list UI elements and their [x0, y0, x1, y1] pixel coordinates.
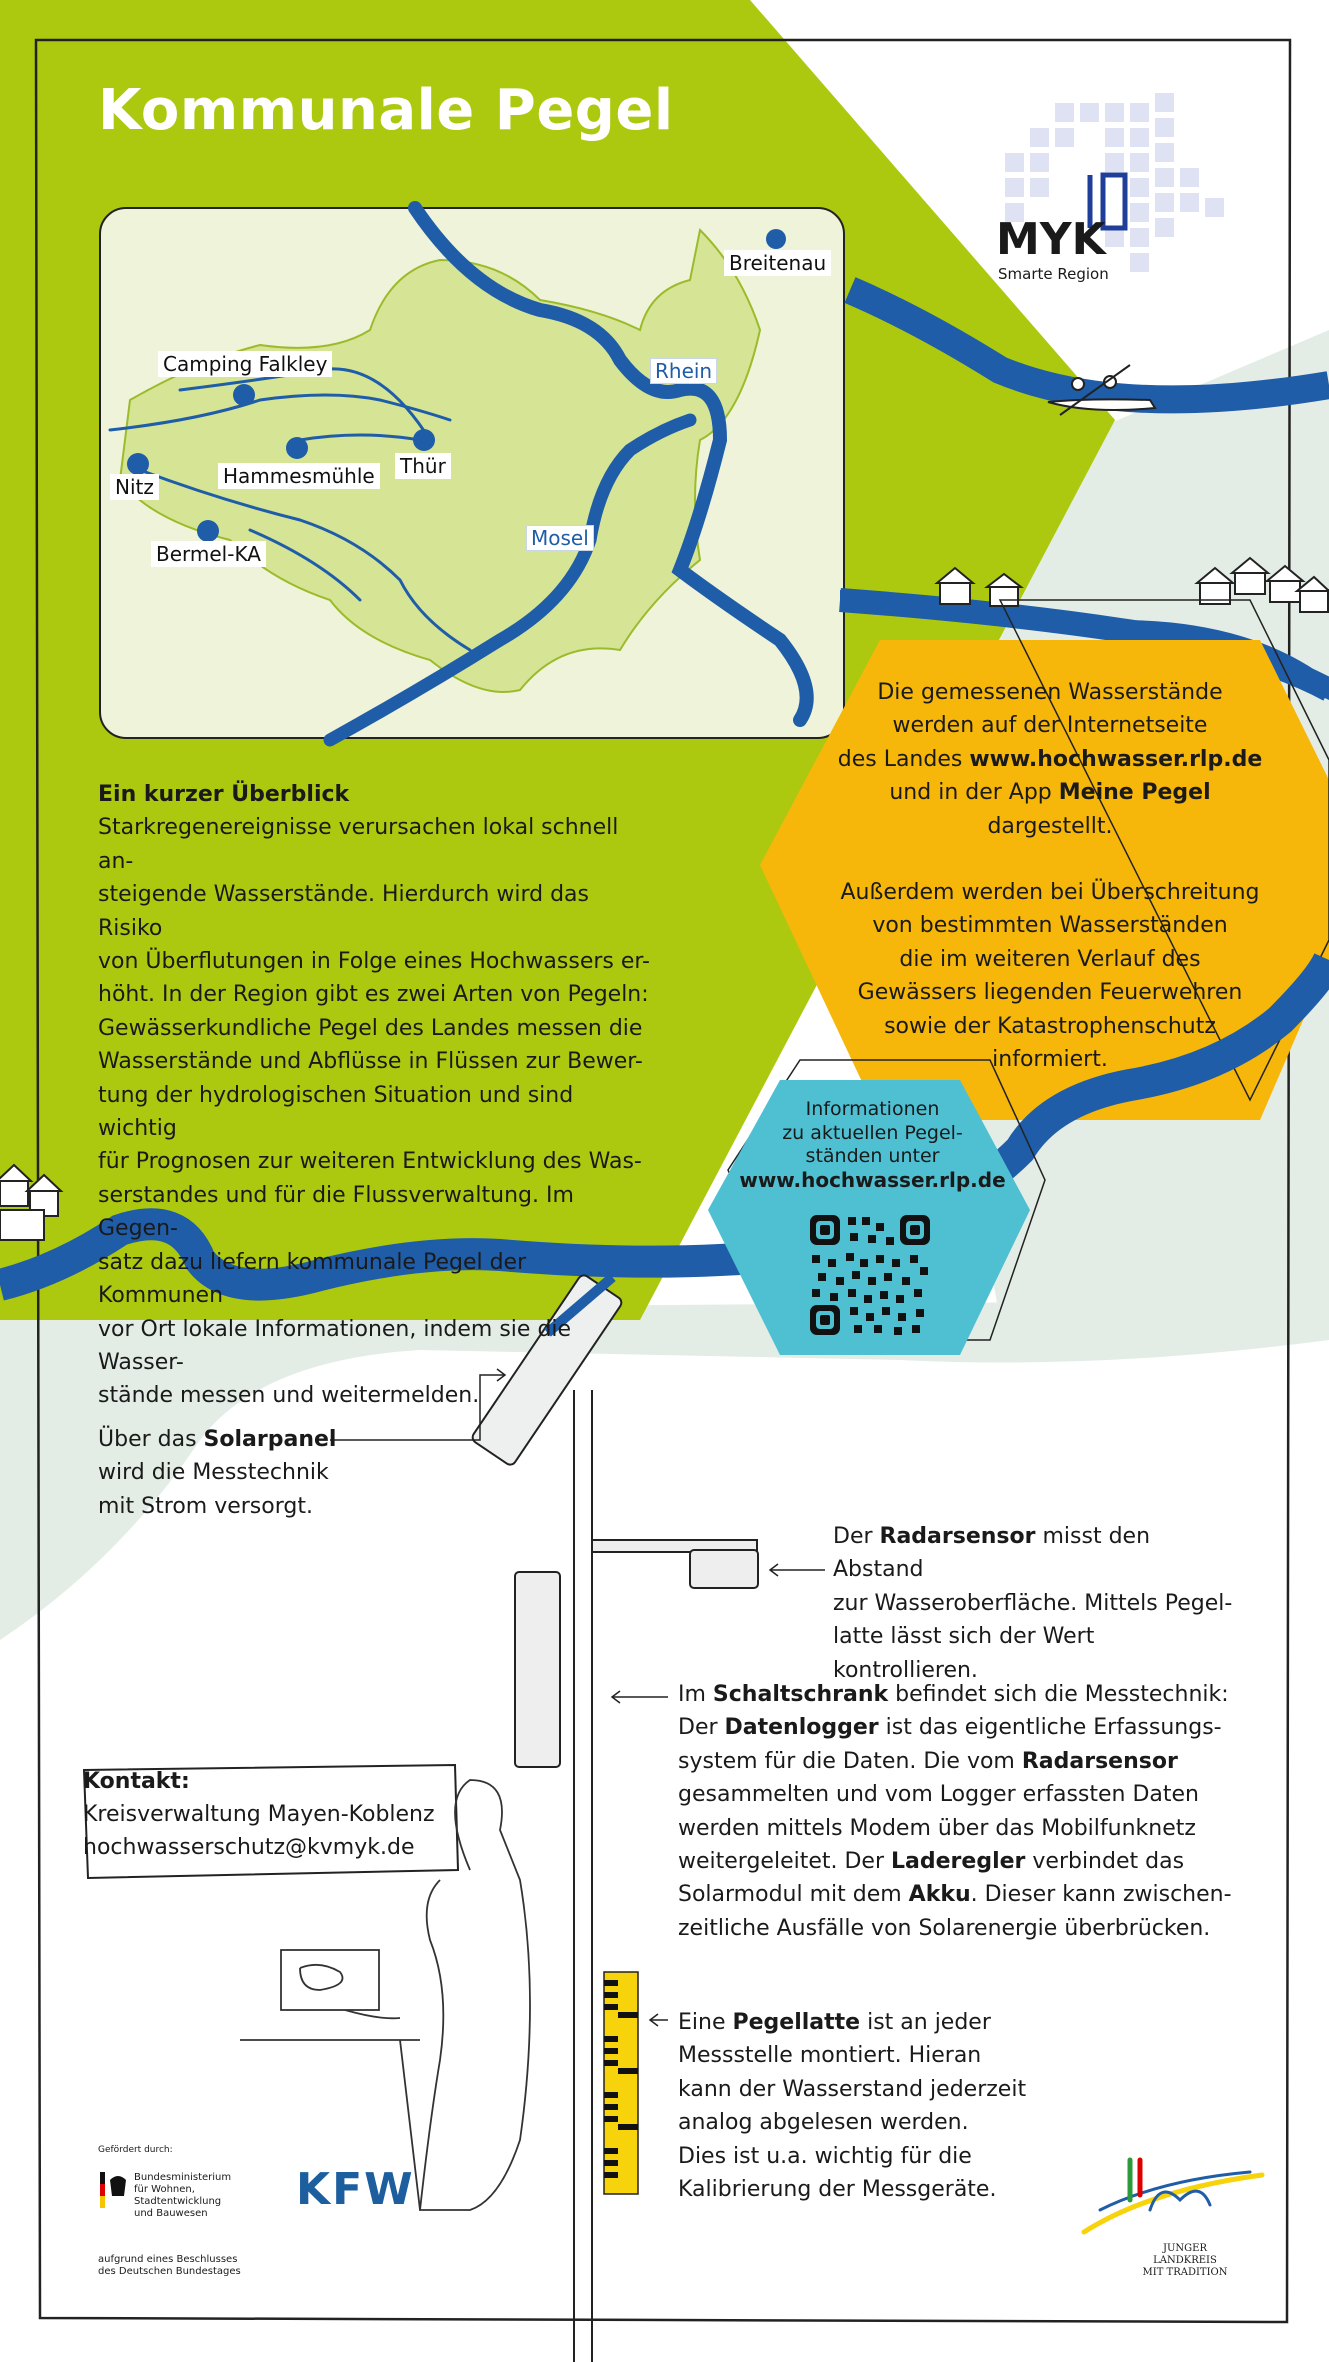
orange-info-line: sowie der Katastrophenschutz [884, 1013, 1216, 1039]
junger-landkreis-logo [1084, 2160, 1262, 2232]
orange-info-line: und in der App Meine Pegel [889, 780, 1211, 806]
myk-logo-subtitle: Smarte Region [998, 265, 1109, 283]
contact-email[interactable]: hochwasserschutz@kvmyk.de [83, 1835, 415, 1860]
orange-info-line: von bestimmten Wasserständen [872, 913, 1228, 939]
contact-section [83, 1765, 453, 1864]
overview-line: vor Ort lokale Informationen, indem sie die Wasser- [98, 1316, 572, 1375]
orange-info-line: informiert. [992, 1047, 1108, 1073]
radar-sensor-illustration [690, 1550, 758, 1588]
river-label-rhein: Rhein [650, 358, 717, 384]
bundestag-note: aufgrund eines Beschlusses des Deutschen Bundestages [98, 2254, 241, 2277]
overview-line: serstandes und für die Flussverwaltung. Im Gegen- [98, 1182, 574, 1242]
river-label-mosel: Mosel [526, 525, 594, 551]
overview-line: satz dazu liefern kommunale Pegel der Kommunen [98, 1249, 527, 1309]
orange-info-line: werden auf der Internetseite [892, 713, 1208, 739]
qr-info-line: Informationen [805, 1098, 940, 1120]
contact-org: Kreisverwaltung Mayen-Koblenz [83, 1802, 435, 1827]
orange-info-line: dargestellt. [987, 813, 1113, 839]
page-title: Kommunale Pegel [98, 78, 674, 143]
kfw-logo: KFW [296, 2164, 415, 2215]
station-dot-nitz [127, 453, 149, 475]
website-link[interactable]: www.hochwasser.rlp.de [969, 746, 1263, 772]
station-label-nitz: Nitz [110, 474, 159, 500]
station-dot-camping-falkley [233, 384, 255, 406]
station-label-hammesmuehle: Hammesmühle [218, 463, 380, 489]
pegellatte-illustration [604, 1972, 638, 2194]
overview-line: von Überflutungen in Folge eines Hochwassers er- [98, 949, 650, 975]
switch-cabinet-illustration [515, 1572, 560, 1767]
overview-line: steigende Wasserstände. Hierdurch wird das Risiko [98, 882, 589, 941]
myk-logo-text: MYK [996, 214, 1106, 265]
app-name: Meine Pegel [1058, 780, 1211, 806]
station-label-bermel-ka: Bermel-KA [151, 541, 266, 567]
station-dot-hammesmuehle [286, 437, 308, 459]
station-dot-thuer [413, 429, 435, 451]
overview-line: Gewässerkundliche Pegel des Landes messen die [98, 1015, 643, 1041]
overview-line: für Prognosen zur weiteren Entwicklung des Was- [98, 1149, 642, 1175]
overview-line: tung der hydrologischen Situation und sind wichtig [98, 1082, 574, 1142]
radar-term: Radarsensor [879, 1524, 1036, 1549]
contact-heading: Kontakt: [83, 1769, 190, 1794]
overview-line: höht. In der Region gibt es zwei Arten von Pegeln: [98, 982, 649, 1008]
solar-term: Solarpanel [203, 1427, 337, 1452]
funding-label: Gefördert durch: [98, 2145, 173, 2155]
orange-info-line: Außerdem werden bei Überschreitung [840, 880, 1260, 906]
orange-info-text [820, 676, 1280, 1076]
orange-info-line: Gewässers liegenden Feuerwehren [857, 980, 1243, 1006]
pegellatte-note: Eine Pegellatte ist an jeder Messstelle montiert. Hieran kann der Wasserstand jederzeit analog abgelesen werden. Dies ist u.a. wichtig für die Kalibrierung der Messgeräte. [678, 2010, 1027, 2203]
bundesadler-icon [100, 2172, 126, 2208]
overview-line: Starkregenereignisse verursachen lokal schnell an- [98, 815, 619, 874]
qr-info-text [730, 1098, 1015, 1193]
qr-code [810, 1215, 930, 1335]
station-dot-bermel-ka [197, 520, 219, 542]
radar-sensor-note: Der Radarsensor misst den Abstand zur Wasseroberfläche. Mittels Pegel- latte lässt sich der Wert kontrollieren. [833, 1524, 1233, 1683]
station-label-breitenau: Breitenau [724, 250, 831, 276]
qr-info-line: ständen unter [805, 1145, 940, 1167]
junger-landkreis-text: JUNGER LANDKREIS MIT TRADITION [1142, 2243, 1228, 2278]
station-label-camping-falkley: Camping Falkley [158, 351, 332, 377]
orange-info-line: die im weiteren Verlauf des [899, 946, 1201, 972]
qr-url-link[interactable]: www.hochwasser.rlp.de [739, 1167, 1006, 1192]
overview-line: stände messen und weitermelden. [98, 1383, 480, 1409]
overview-section [98, 778, 658, 1413]
station-label-thuer: Thür [395, 453, 451, 479]
switch-cabinet-note: Im Schaltschrank befindet sich die Messtechnik: Der Datenlogger ist das eigentliche Erfassungs- system für die Daten. Die vom Radarsensor gesammelten und vom Logger erfassten Daten werden mittels Modem über das Mobilfunknetz weitergeleitet. Der Laderegler verbindet das Solarmodul mit dem Akku. Dieser kann zwischen- zeitliche Ausfälle von Solarenergie überbrücken. [678, 1682, 1232, 1941]
overview-line: Wasserstände und Abflüsse in Flüssen zur Bewer- [98, 1049, 643, 1075]
orange-info-line: Die gemessenen Wasserstände [877, 680, 1223, 705]
qr-info-line: zu aktuellen Pegel- [782, 1121, 963, 1144]
station-dot-breitenau [766, 229, 786, 249]
ministry-logo-text: Bundesministerium für Wohnen, Stadtentwicklung und Bauwesen [134, 2172, 232, 2219]
solar-panel-note: Über das Solarpanel wird die Messtechnik mit Strom versorgt. [98, 1427, 337, 1519]
overview-heading: Ein kurzer Überblick [98, 782, 350, 807]
orange-info-line: des Landes www.hochwasser.rlp.de [837, 746, 1263, 772]
